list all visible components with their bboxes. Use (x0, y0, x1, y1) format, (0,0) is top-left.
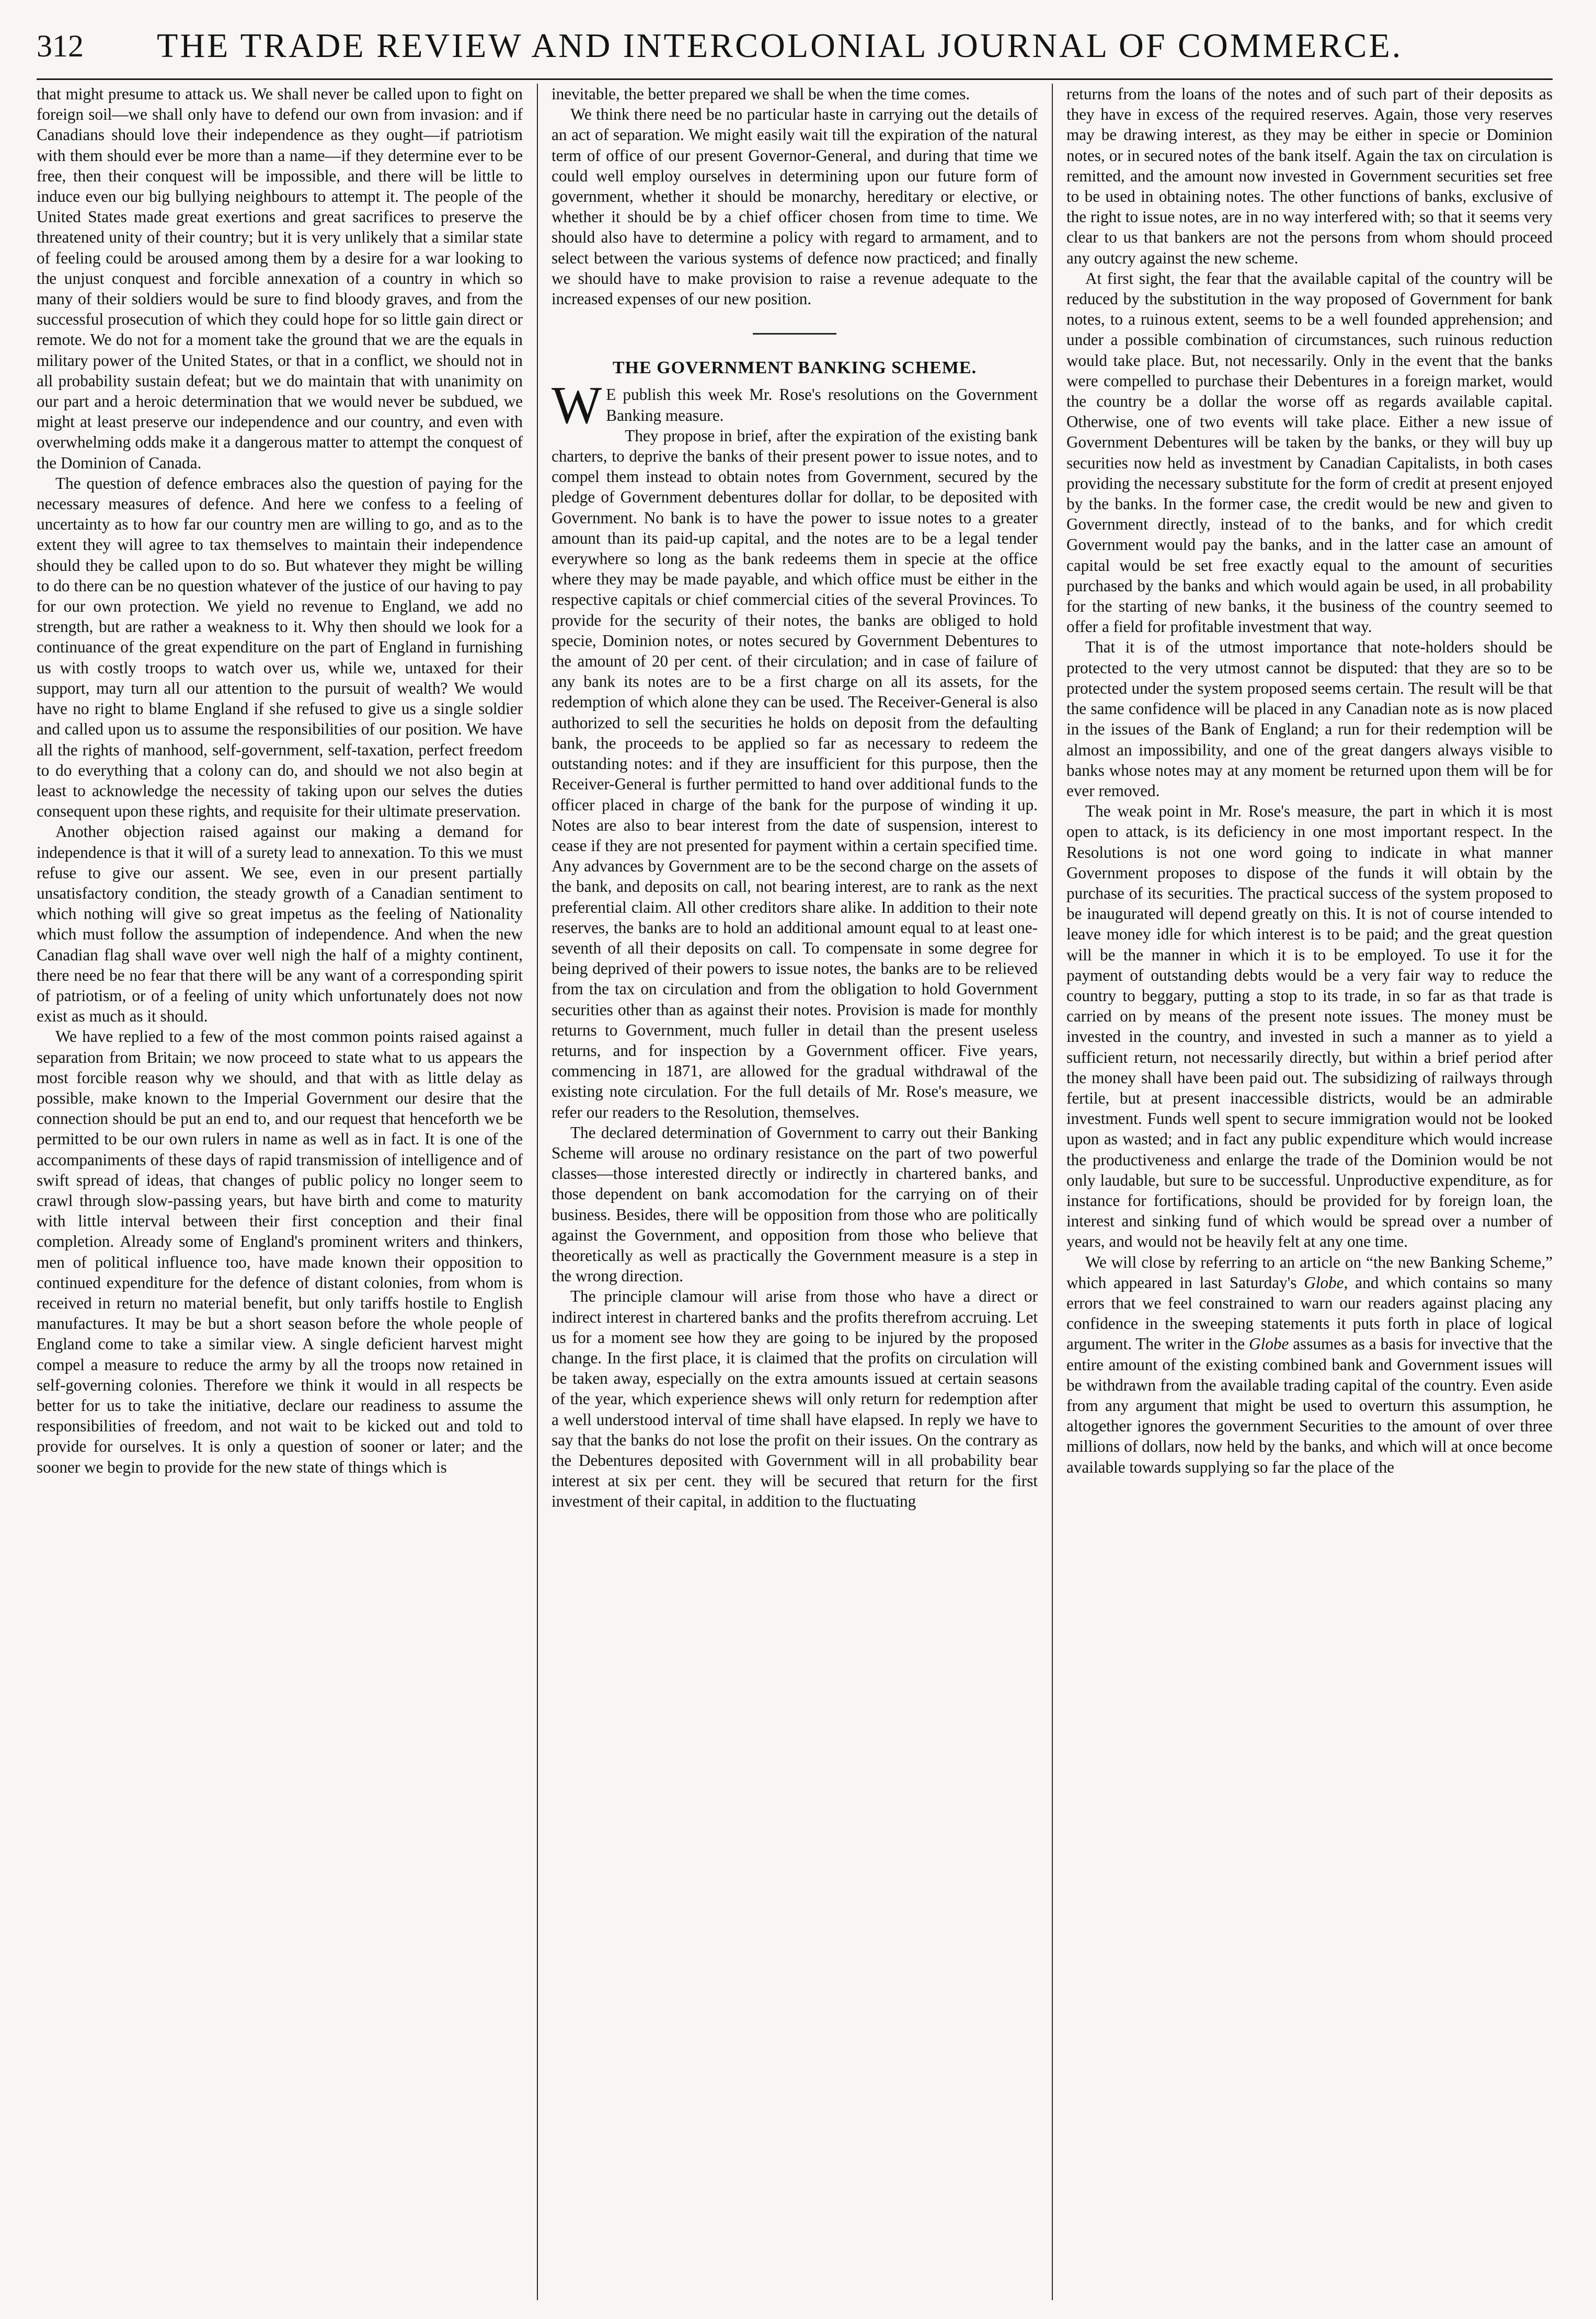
paragraph: We think there need be no particular haste in carrying out the details of an act of separation. We might easily wait till the expiration of the natural term of office of our present Governor-General, and during that time we could well employ ourselves in determining upon our future form of government, whether it should be monarchy, hereditary or elective, or whether it should be by a chief officer chosen from time to time. We should also have to determine a policy with regard to armament, and to select between the various systems of defence now practiced; and finally we should have to make provision to raise a revenue adequate to the increased expenses of our new position. (552, 105, 1038, 308)
paragraph: Another objection raised against our making a demand for independence is that it will of a surety lead to annexation. To this we must refuse to give our assent. We see, even in our present partially unsatisfactory condition, the steady growth of a Canadian sentiment to which nothing will give so great impetus as the feeling of Nationality which must follow the assumption of independence. And when the new Canadian flag shall wave over well nigh the half of a mighty continent, there need be no fear that there will be any want of a corresponding spirit of patriotism, or of a feeling of unity which unfortunately does not now exist as much as it should. (37, 822, 523, 1026)
running-title: THE TRADE REVIEW AND INTERCOLONIAL JOURNAL OF COMMERCE. (157, 27, 1403, 65)
lead-paragraph (552, 376, 1038, 435)
column-divider (537, 84, 538, 2300)
section-divider (753, 333, 836, 335)
paragraph: that might presume to attack us. We shall never be called upon to fight on foreign soil—we shall only have to defend our own from invasion: and if Canadians should love their independence as they ought—if patriotism with them should ever be more than a name—if they determine ever to be free, then their conquest will be impossible, and there will be little to induce even our big bullying neighbours to attempt it. The people of the United States made great exertions and great sacrifices to preserve the threatened unity of their country; but it is very unlikely that a similar state of feeling could be aroused among them by a desire for a war looking to the unjust conquest and forcible annexation of a country in which so many of their soldiers would be sure to find bloody graves, and from the successful prosecution of which they could hope for so little gain direct or remote. We do not for a moment take the ground that we are the equals in military power of the United States, or that in a conflict, we should not in all probability sustain defeat; but we do maintain that with unanimity on our part and a heroic determination that we would never be subdued, we might at least preserve our independence and our country, and even with overwhelming odds make it a dangerous matter to attempt the conquest of the Dominion of Canada. (37, 85, 523, 472)
paragraph: The declared determination of Government to carry out their Banking Scheme will arouse no ordinary resistance on the part of two powerful classes—those interested directly or indirectly in chartered banks, and those dependent on bank accomodation for the carrying on of their business. Besides, there will be opposition from those who are politically against the Government, and opposition from those who believe that theoretically as well as practically the Government measure is a step in the wrong direction. (552, 1123, 1038, 1285)
paragraph: The principle clamour will arise from those who have a direct or indirect interest in chartered banks and the profits therefrom accruing. Let us for a moment see how they are going to be injured by the proposed change. In the first place, it is claimed that the profits on circulation will be taken away, especially on the extra amounts issued at certain seasons of the year, which experience shews will only return for redemption after a well understood interval of time shall have elapsed. In reply we have to say that the banks do not lose the profit on their issues. On the contrary as the Debentures deposited with Government will in all probability bear interest at six per cent. they will be secured that return for the first investment of their capital, in addition to the fluctuating (552, 1287, 1038, 1511)
article-columns (37, 84, 1553, 2300)
paragraph: We have replied to a few of the most common points raised against a separation from Britain; we now proceed to state what to us appears the most forcible reason why we should, and that with as little delay as possible, make known to the Imperial Government our desire that the connection should be put an end to, and our request that henceforth we be permitted to be our own rulers in name as well as in fact. It is one of the accompaniments of these days of rapid transmission of intelligence and of swift spread of ideas, that changes of public policy no longer seem to crawl through slow-passing years, but have birth and come to maturity with little interval between their first conception and their final completion. Already some of England's prominent writers and thinkers, men of political influence too, have made known their opposition to continued expenditure for the defence of distant colonies, from whom is received in return no material benefit, but only tariffs hostile to English manufactures. It may be but a short season before the whole people of England come to take a similar view. A single deficient harvest might compel a measure to reduce the army by all the troops now retained in self-governing colonies. Therefore we think it would in all respects be better for us to take the initiative, declare our readiness to assume the responsibilities of freedom, and not wait to be kicked out and told to provide for ourselves. It is only a question of sooner or later; and the sooner we begin to provide for the new state of things which is (37, 1027, 523, 1476)
newspaper-name: Globe (1249, 1335, 1289, 1353)
column-2 (552, 84, 1038, 2300)
paragraph: The weak point in Mr. Rose's measure, the part in which it is most open to attack, is its deficiency in one most important respect. In the Resolutions is not one word going to indicate in what manner Government proposes to dispose of the funds it will obtain by the purchase of its securities. The practical success of the system proposed to be inaugurated will depend greatly on this. It is not of course intended to leave money idle for which interest is to be paid; and the great question will be the manner in which it is to be employed. To use it for the payment of outstanding debts would be a very fair way to reduce the country to beggary, putting a stop to its trade, in so far as that trade is carried on by means of the present note issues. The money must be invested in the country, and invested in such a manner as to yield a sufficient return, not necessarily directly, but within a brief period after the money shall have been paid out. The subsidizing of railways through fertile, but at present inaccessible districts, would be an admirable investment. Funds well spent to secure immigration would not be looked upon as wasted; and in fact any public expenditure which would increase the productiveness and enlarge the trade of the Dominion would be not only laudable, but sure to be successful. Unproductive expenditure, as for instance for fortifications, should be provided for by foreign loan, the interest and sinking fund of which would be spread over a number of years, and would not be heavily felt at any one time. (1066, 802, 1553, 1251)
column-1 (37, 84, 523, 2300)
paragraph: They propose in brief, after the expiration of the existing bank charters, to deprive the banks of their present power to issue notes, and to compel them instead to obtain notes from Government, secured by the pledge of Government debentures dollar for dollar, to be deposited with Government. No bank is to have the power to issue notes to a greater amount than its paid-up capital, and the notes are to be a legal tender everywhere so long as the bank redeems them in specie at the office where they may be made payable, and which office must be either in the respective capitals or chief commercial cities of the several Provinces. To provide for the security of their notes, the banks are obliged to hold specie, Dominion notes, or notes secured by Government Debentures to the amount of 20 per cent. of their circulation; and in case of failure of any bank its notes are to be a first charge on all its assets, for the redemption of which alone they can be used. The Receiver-General is also authorized to sell the securities he holds on deposit from the defaulting bank, the proceeds to be applied so far as necessary to redeem the outstanding notes: and if they are insufficient for this purpose, then the Receiver-General is further permitted to hand over additional funds to the officer placed in charge of the bank for the purpose of winding it up. Notes are also to bear interest from the date of suspension, interest to cease if they are not presented for payment within a certain specified time. Any advances by Government are to be the second charge on the assets of the bank, and deposits on call, not bearing interest, are to rank as the next preferential claim. All other creditors share alike. In addition to their note reserves, the banks are to hold an additional amount equal to at least one-seventh of all their deposits on call. To compensate in some degree for being deprived of their powers to issue notes, the banks are to be relieved from the tax on circulation and from the obligation to hold Government securities other than as against their notes. Provision is made for monthly returns to Government, much fuller in detail than the present useless returns, and for inspection by a Government officer. Five years, commencing in 1871, are allowed for the gradual withdrawal of the existing note circulation. For the full details of Mr. Rose's measure, we refer our readers to the Resolution, themselves. (552, 426, 1038, 1121)
text-run: assumes as a basis for invective that the entire amount of the existing combined bank and Government issues will be withdrawn from the available trading capital of the country. Even aside from any argument that might be used to overturn this assumption, he altogether ignores the government Securities to the amount of over three millions of dollars, now held by the banks, and which will at once become available towards supplying so far the place of the (1066, 1335, 1553, 1476)
text-run: , and which contains so many errors that we feel constrained to warn our readers against placing any confidence in the sweeping statements it puts forth in place of logical argument. The writer in the (1066, 1273, 1553, 1353)
lead-text: E publish this week Mr. Rose's resolutions on the Government Banking measure. (606, 385, 1038, 424)
page-header (37, 21, 1553, 80)
drop-cap: W (552, 376, 602, 435)
paragraph: That it is of the utmost importance that note-holders should be protected to the very utmost cannot be disputed: that they are so to be protected under the system proposed seems certain. The result will be that the same confidence will be placed in any Canadian note as is now placed in the issues of the Bank of England; a run for their redemption will be almost an impossibility, and one of the great dangers always visible to banks whose notes may at any moment be returned upon them will be for ever removed. (1066, 638, 1553, 800)
page-number: 312 (37, 29, 84, 63)
newspaper-name: Globe (1304, 1273, 1344, 1292)
section-heading: THE GOVERNMENT BANKING SCHEME. (612, 358, 977, 378)
paragraph: At first sight, the fear that the available capital of the country will be reduced by the substitution in the way proposed of Government for bank notes, to a ruinous extent, seems to be a well founded apprehension; and under a possible combination of circumstances, such ruinous reduction would take place. But, not necessarily. Only in the event that the banks were compelled to purchase their Debentures in a foreign market, would the country be a dollar the worse off as regards available capital. Otherwise, one of two events will take place. Either a new issue of Government Debentures will be taken by the banks, or they will buy up securities now held as investment by Canadian Capitalists, in both cases providing the necessary substitute for the form of credit at present enjoyed by the banks. In the former case, the credit would be new and given to Government directly, instead of to the banks, and for which credit Government would pay the banks, and in the latter case an amount of capital would be set free exactly equal to the amount of securities purchased by the banks and which would again be used, in all probability for the starting of new banks, it the business of the country seemed to offer a field for profitable investment that way. (1066, 269, 1553, 636)
column-3 (1066, 84, 1553, 2300)
paragraph: returns from the loans of the notes and of such part of their deposits as they have in excess of the required reserves. Again, those very reserves may be drawing interest, as they may be either in specie or Dominion notes, or in secured notes of the bank itself. Again the tax on circulation is remitted, and the amount now invested in Government securities set free to be used in obtaining notes. The other functions of banks, exclusive of the right to issue notes, are in no way interfered with; so that it seems very clear to us that bankers are not the persons from whom should proceed any outcry against the new scheme. (1066, 85, 1553, 267)
column-divider (1052, 84, 1053, 2300)
text-run: We will close by referring to an article on “the new Banking Scheme,” which appeared in last Saturday's (1066, 1253, 1553, 1292)
paragraph: The question of defence embraces also the question of paying for the necessary measures of defence. And here we confess to a feeling of uncertainty as to how far our country men are willing to go, and as to the extent they will agree to tax themselves to maintain their independence should they be called upon to do so. But whatever they might be willing to do there can be no question whatever of the justice of our having to pay for our own protection. We yield no revenue to England, we add no strength, but are rather a weakness to it. Why then should we look for a continuance of the great expenditure on the part of England in furnishing us with costly troops to watch over us, while we, untaxed for their support, may turn all our attention to the pursuit of wealth? We would have no right to blame England if she refused to give us a single soldier and called upon us to assume the responsibilities of our position. We have all the rights of manhood, self-government, self-taxation, perfect freedom to do everything that a colony can do, and should we not also begin at least to acknowledge the necessity of taking upon our selves the duties consequent upon these rights, and requisite for their ultimate preservation. (37, 474, 523, 821)
paragraph: inevitable, the better prepared we shall be when the time comes. (552, 85, 970, 103)
paragraph (1066, 1252, 1553, 1477)
